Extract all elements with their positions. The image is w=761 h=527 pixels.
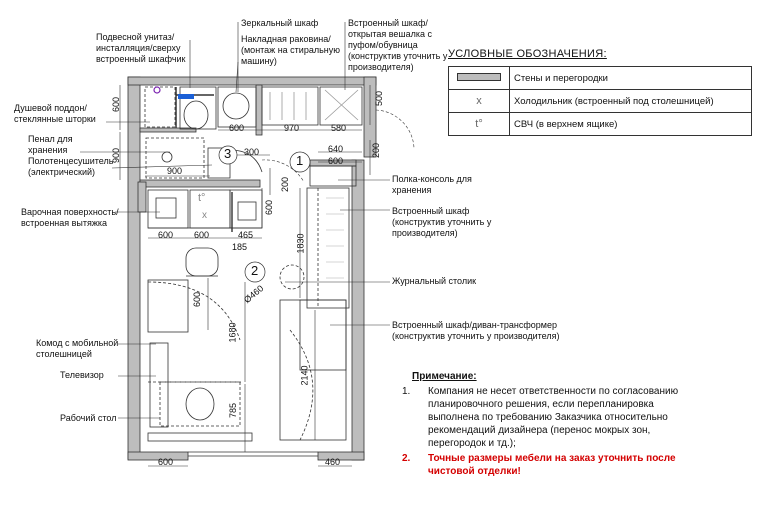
dim-785: 785 — [228, 402, 239, 419]
label-shower: Душевой поддон/ стеклянные шторки — [14, 103, 96, 124]
notes — [402, 370, 702, 478]
legend-row-fridge — [449, 90, 752, 113]
dimension-lines — [120, 85, 370, 466]
legend-microwave-text: СВЧ (в верхнем ящике) — [510, 113, 752, 136]
dim-200-right: 200 — [371, 142, 382, 159]
dim-460-bottom: 460 — [325, 457, 341, 467]
note-2-number: 2. — [402, 453, 411, 464]
dim-600-kitchen-3: 600 — [264, 199, 275, 216]
legend-fridge-text: Холодильник (встроенный под столешницей) — [510, 90, 752, 113]
label-toilet: Подвесной унитаз/ инсталляция/сверху встроенный шкафчик — [96, 32, 186, 64]
note-1-text: Компания не несет ответственности по согласованию планировочного решения, если перепланировка выполнена по требованию Заказчика относительно рекомендаций дизайнера (перенос мокрых зон, перегородок и тд.); — [428, 386, 679, 449]
legend-wall-symbol — [449, 67, 510, 90]
dim-300: 300 — [244, 147, 260, 157]
dim-500: 500 — [374, 90, 385, 107]
note-2-text: Точные размеры мебели на заказ уточнить после чистовой отделки! — [428, 453, 676, 477]
room-number-3: 3 — [224, 146, 232, 161]
label-sink: Накладная раковина/ (монтаж на стиральную машину) — [241, 34, 341, 66]
label-wardrobe-sofa: Встроенный шкаф/диван-трансформер (конструктив уточнить у производителя) — [392, 320, 560, 341]
label-desk: Рабочий стол — [60, 413, 117, 423]
legend-fridge-symbol: x — [449, 90, 510, 113]
label-pencil-case: Пенал для хранения — [28, 134, 73, 155]
bottom-openings — [188, 452, 318, 456]
notes-title: Примечание: — [412, 371, 477, 382]
living — [148, 166, 356, 441]
dim-200-vertical: 200 — [280, 176, 291, 193]
dim-600-shelf: 600 — [328, 156, 344, 166]
dim-600-vertical: 600 — [111, 96, 122, 113]
label-towel-warmer: Полотенцесушитель (электрический) — [28, 156, 114, 177]
dim-465: 465 — [238, 230, 254, 240]
fridge-symbol: x — [202, 210, 207, 221]
dim-900: 900 — [167, 166, 183, 176]
room-number-2: 2 — [251, 263, 259, 278]
legend-row-microwave — [449, 113, 752, 136]
legend-table — [448, 66, 752, 136]
label-wardrobe-top: Встроенный шкаф/открытая вешалка с пуфом/обувница (конструктив уточнить у производителя) — [348, 18, 448, 72]
dim-640: 640 — [328, 144, 344, 154]
label-coffee-table: Журнальный столик — [392, 276, 477, 286]
dim-900-vertical: 900 — [111, 147, 122, 164]
legend-microwave-symbol: t° — [449, 113, 510, 136]
dim-970: 970 — [284, 123, 300, 133]
label-tv: Телевизор — [60, 370, 104, 380]
legend — [448, 48, 752, 136]
legend-walls-text: Стены и перегородки — [510, 67, 752, 90]
note-2 — [402, 452, 702, 478]
legend-title: УСЛОВНЫЕ ОБОЗНАЧЕНИЯ: — [448, 48, 607, 60]
label-dresser: Комод с мобильной столешницей — [36, 338, 119, 359]
label-shelf: Полка-консоль для хранения — [392, 174, 472, 195]
legend-row-walls — [449, 67, 752, 90]
dim-diameter-460: Ø460 — [242, 283, 266, 306]
dim-600-kitchen-1: 600 — [158, 230, 174, 240]
note-1-number: 1. — [402, 386, 411, 397]
note-1 — [402, 385, 702, 450]
dim-1830: 1830 — [295, 233, 306, 254]
dim-2140: 2140 — [299, 365, 310, 386]
dim-580: 580 — [331, 123, 347, 133]
room-number-1: 1 — [296, 153, 304, 168]
microwave-symbol: t° — [198, 192, 206, 204]
dim-1680: 1680 — [227, 322, 238, 343]
dim-600-dresser: 600 — [192, 291, 203, 308]
dim-185: 185 — [232, 242, 248, 252]
label-hob: Варочная поверхность/ встроенная вытяжка — [21, 207, 119, 228]
dim-600-bottom: 600 — [158, 457, 174, 467]
wardrobe-hangers — [270, 90, 358, 120]
dim-600-sink: 600 — [229, 123, 245, 133]
label-wardrobe-right: Встроенный шкаф (конструктив уточнить у производителя) — [392, 206, 492, 238]
label-mirror-cabinet: Зеркальный шкаф — [241, 18, 319, 28]
dim-600-kitchen-2: 600 — [194, 230, 210, 240]
